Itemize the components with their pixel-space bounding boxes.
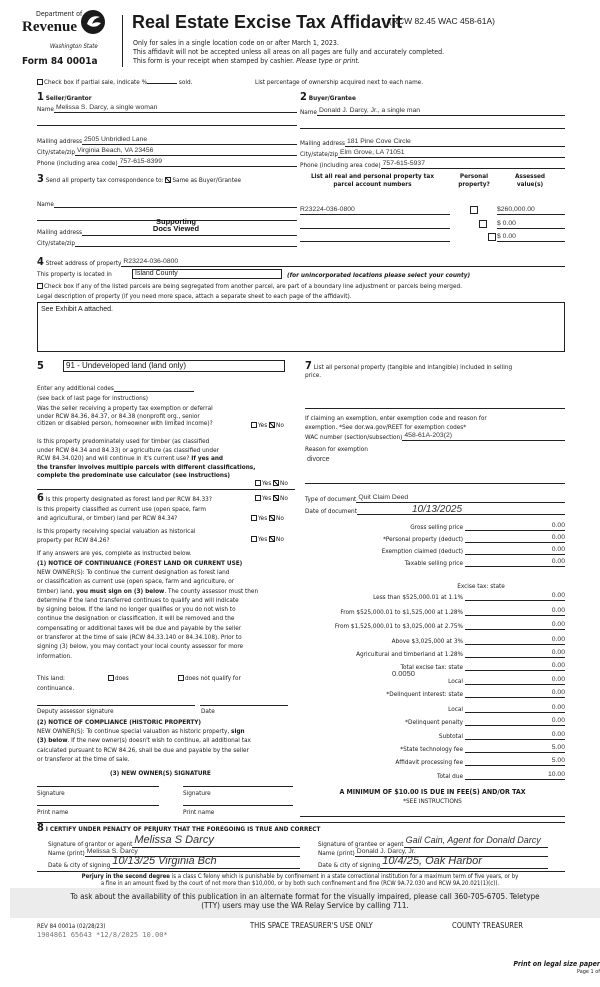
buyer-name-field[interactable]: Donald J. Darcy, Jr., a single man xyxy=(317,107,565,116)
continuance-label: continuance. xyxy=(37,684,75,692)
section-number: 6 xyxy=(37,491,44,504)
buyer-phone-field[interactable]: 757-615-5937 xyxy=(381,160,565,169)
grantor-signature[interactable]: Melissa S Darcy xyxy=(132,836,300,848)
money-row-label: Agricultural and timberland at 1.28% xyxy=(356,650,463,658)
county-select[interactable]: Island County xyxy=(132,269,282,279)
money-row-value[interactable]: 10.00 xyxy=(487,771,565,780)
partial-sale-row xyxy=(37,78,192,86)
money-row-value[interactable]: 0.00 xyxy=(487,592,565,601)
money-row-label: Gross selling price xyxy=(410,523,463,531)
assessed-header: Assessed value(s) xyxy=(514,172,546,188)
yes-label: Yes xyxy=(258,514,268,522)
deputy-signature-line[interactable] xyxy=(37,705,195,706)
label: Name (print) xyxy=(48,849,85,857)
label: Signature of grantee or agent xyxy=(318,840,404,848)
notice-1-title: (1) NOTICE OF CONTINUANCE (FOREST LAND OR CURRENT USE) xyxy=(37,559,243,567)
money-row-value[interactable]: 0.00 xyxy=(487,676,565,685)
money-row-label: Local xyxy=(448,677,463,685)
money-row-label: Less than $525,000.01 at 1.1% xyxy=(373,593,463,601)
legal-paper-note: Print on legal size paper xyxy=(513,960,600,968)
historic-yes-checkbox[interactable] xyxy=(251,536,257,542)
q-line: exemption. *See dor.wa.gov/REET for exemption codes* xyxy=(305,422,467,431)
same-as-buyer-label: Same as Buyer/Grantee xyxy=(172,176,242,184)
money-row-label: Subtotal xyxy=(438,732,463,740)
money-row xyxy=(300,606,565,616)
label: City/state/zip xyxy=(37,239,75,247)
leader-line xyxy=(465,707,487,713)
notice-line: by signing below. If the land no longer qualifies or you do not wish to xyxy=(37,605,236,614)
no-label: No xyxy=(276,535,284,543)
buyer-name-line-2[interactable] xyxy=(300,128,565,129)
header-line-1: Only for sales in a single location code on or after March 1, 2023. xyxy=(133,39,339,47)
signature-line[interactable] xyxy=(183,786,293,787)
segregate-label: Check box if any of the listed parcels are being segregated from another parcel, are part of a boundary line adjustment or parcels being merged. xyxy=(44,282,462,290)
wac-field[interactable]: 458-61A-203(2) xyxy=(402,432,565,441)
see-instructions: *SEE INSTRUCTIONS xyxy=(403,797,462,805)
current-use-yes-checkbox[interactable] xyxy=(251,515,257,521)
money-row-label: *State technology fee xyxy=(400,745,463,753)
leader-line xyxy=(465,639,487,645)
reason-field[interactable]: divorce xyxy=(307,456,330,463)
does-label: does xyxy=(115,674,129,682)
current-use-no-checkbox[interactable] xyxy=(269,515,275,521)
money-row-label: Total due xyxy=(437,772,463,780)
money-row xyxy=(300,716,565,726)
partial-suffix: sold. xyxy=(178,78,193,86)
money-row-value[interactable]: 0.00 xyxy=(487,534,565,543)
leader-line xyxy=(465,760,487,766)
codes-note: (see back of last page for instructions) xyxy=(37,394,149,402)
label: Phone (including area code) xyxy=(37,159,118,167)
reason-line xyxy=(305,483,565,484)
revision-label: REV 84 0001a (02/28/23) xyxy=(37,923,106,930)
notice-2-text xyxy=(37,727,251,764)
signature-label: Signature xyxy=(183,789,211,797)
label: Signature of grantor or agent xyxy=(48,840,133,848)
seller-name-field[interactable]: Melissa S. Darcy, a single woman xyxy=(54,104,297,113)
forest-yes-checkbox[interactable] xyxy=(255,495,261,501)
q-line: under RCW 84.34 and 84.33) or agriculture (as classified under xyxy=(37,445,219,454)
q-line: property per RCW 84.26? xyxy=(37,535,110,544)
leader-line xyxy=(465,692,487,698)
leader-line xyxy=(465,665,487,671)
partial-sale-label: Check box if partial sale, indicate % xyxy=(44,78,148,86)
notice-line: (3) below. If the new owner(s) doesn't wish to continue, all additional tax xyxy=(37,736,251,745)
sec3-label: Send all property tax correspondence to: xyxy=(45,176,164,184)
legal-description-field[interactable]: See Exhibit A attached. xyxy=(37,302,565,352)
leader-line xyxy=(465,561,487,567)
grantee-name-field[interactable]: Donald J. Darcy, Jr. xyxy=(355,848,548,857)
money-row xyxy=(300,591,565,601)
q-line: Is this property receiving special valuation as historical xyxy=(37,527,196,535)
label: Phone (including area code) xyxy=(300,161,381,169)
money-row-value[interactable]: 0.00 xyxy=(487,662,565,671)
notice-line: or transferor at the time of sale (RCW 84.33.140 or 84.34.108). Prior to xyxy=(37,633,242,642)
timber-no-checkbox[interactable] xyxy=(273,480,279,486)
leader-line xyxy=(465,679,487,685)
street-address-field[interactable]: R23224-036-0800 xyxy=(121,258,565,267)
notice-3-title: (3) NEW OWNER(S) SIGNATURE xyxy=(110,769,211,777)
buyer-city-field[interactable]: Elm Grove, LA 71051 xyxy=(338,149,565,158)
state-label: Washington State xyxy=(50,43,98,50)
notice-line: or transferor at the time of sale. xyxy=(37,754,130,763)
money-row-value[interactable]: 0.00 xyxy=(487,636,565,645)
money-row-label: Total excise tax: state xyxy=(400,663,463,671)
does-not-checkbox[interactable] xyxy=(178,675,184,681)
notice-line: NEW OWNER(S): To continue special valuation as historic property, sign xyxy=(37,727,245,735)
money-row-label: Exemption claimed (deduct) xyxy=(381,547,463,555)
label: City/state/zip xyxy=(37,148,75,156)
money-row-label: From $1,525,000.01 to $3,025,000 at 2.75% xyxy=(334,622,463,630)
perjury-text: is a class C felony which is punishable by confinement in a state correctional institution for a maximum term of five years, or by xyxy=(169,873,519,880)
q-line: price. xyxy=(305,370,322,379)
leader-line xyxy=(465,610,487,616)
alt-format-line-1: To ask about the availability of this publication in an alternate format for the visually impaired, please call 360-705-6705. Teletype xyxy=(70,892,540,901)
notice-line: determine if the land transferred continues to qualify and will indicate xyxy=(37,595,239,604)
label: Date & city of signing xyxy=(48,861,111,869)
revenue-logo-icon xyxy=(80,8,106,36)
treasurer-only-label: THIS SPACE TREASURER'S USE ONLY xyxy=(250,921,373,930)
q-line: Is this property predominately used for timber (as classified xyxy=(37,437,210,445)
this-land-label: This land: xyxy=(37,674,65,682)
money-row-label: Local xyxy=(448,705,463,713)
q-line: complete the predominate use calculator (see instructions) xyxy=(37,471,231,479)
notice-line: timber) land, you must sign on (3) below. The county assessor must then xyxy=(37,586,259,595)
q-line: RCW 84.34.020) and will continue in it's current use? xyxy=(37,454,190,462)
partial-sale-checkbox[interactable] xyxy=(37,79,43,85)
money-row-value[interactable]: 5.00 xyxy=(487,744,565,753)
divider xyxy=(37,871,565,872)
legal-label: Legal description of property (if you need more space, attach a separate sheet to each page of the affidavit). xyxy=(37,292,352,300)
money-row xyxy=(300,521,565,531)
label: This property is located in xyxy=(37,270,112,278)
reason-label: Reason for exemption xyxy=(305,445,368,453)
no-label: No xyxy=(280,479,288,487)
money-row-value[interactable]: 0.00 xyxy=(487,717,565,726)
seller-name-line-2[interactable] xyxy=(37,125,297,126)
notice-1-text xyxy=(37,568,258,661)
notice-line: information. xyxy=(37,651,72,660)
section-number: 5 xyxy=(37,359,44,372)
deputy-label: Deputy assessor signature xyxy=(37,707,114,715)
label: Street address of property xyxy=(45,259,122,267)
same-as-buyer-checkbox[interactable] xyxy=(165,177,171,183)
notice-line: signing (3) below, you may contact your local county assessor for more xyxy=(37,642,244,651)
q-line: Was the seller receiving a property tax exemption or deferral xyxy=(37,404,213,412)
q-line: and agricultural, or timber) land per RCW 84.34? xyxy=(37,513,178,522)
leader-line xyxy=(465,734,487,740)
label: Type of document xyxy=(305,495,357,503)
section-number: 7 xyxy=(305,359,312,372)
section-number: 1 xyxy=(37,90,44,103)
q-line: Is this property classified as current use (open space, farm xyxy=(37,505,206,513)
grantor-name-field[interactable]: Melissa S. Darcy xyxy=(85,848,300,857)
money-row xyxy=(300,730,565,740)
label: Date & city of signing xyxy=(318,861,381,869)
yes-label: Yes xyxy=(258,535,268,543)
money-row xyxy=(300,661,565,671)
partial-percent-field[interactable] xyxy=(147,83,177,84)
money-row-label: Above $3,025,000 at 3% xyxy=(391,637,463,645)
parcel-number-field[interactable]: R23224-036-0800 xyxy=(300,206,450,215)
money-row-value[interactable]: 5.00 xyxy=(487,757,565,766)
money-row-value[interactable]: 0.00 xyxy=(487,649,565,658)
grantor-date-city-field[interactable]: 10/13/25 Virginia Bch xyxy=(110,857,300,869)
deputy-date-line[interactable] xyxy=(200,705,288,706)
personal-header: Personal property? xyxy=(458,172,490,188)
header-line-3-italic: Please type or print. xyxy=(296,57,360,65)
doc-date-field[interactable]: 10/13/2025 xyxy=(357,506,565,515)
section-number: 4 xyxy=(37,255,44,268)
money-row xyxy=(300,688,565,698)
perjury-bold: Perjury in the second degree xyxy=(81,873,170,880)
money-row-label: *Personal property (deduct) xyxy=(383,535,463,543)
grantee-date-city-field[interactable]: 10/4/25, Oak Harbor xyxy=(380,857,548,869)
leader-line xyxy=(465,537,487,543)
q-line: under RCW 84.36, 84.37, or 84.38 (nonprofit org., senior xyxy=(37,411,200,420)
corr-name-field[interactable] xyxy=(54,199,297,208)
yes-label: Yes xyxy=(262,494,272,502)
parcel-header: List all real and personal property tax parcel account numbers xyxy=(310,172,435,188)
divider xyxy=(37,489,295,490)
leader-line xyxy=(465,624,487,630)
money-row xyxy=(300,675,565,685)
money-row-value[interactable]: 0.00 xyxy=(487,689,565,698)
receipt-stamp: 1904861 65643 *12/8/2025 10.00* xyxy=(37,931,168,939)
buyer-title: Buyer/Grantee xyxy=(308,94,356,102)
label: Mailing address xyxy=(37,137,82,145)
q-line: If claiming an exemption, enter exemption code and reason for xyxy=(305,414,487,422)
q-line: the transfer involves multiple parcels with different classifications, xyxy=(37,462,256,471)
parcel-number-field[interactable] xyxy=(300,220,450,229)
label: WAC number (section/subsection) xyxy=(305,433,403,441)
label: Mailing address xyxy=(300,139,345,147)
section-number: 8 xyxy=(37,821,44,834)
leader-line xyxy=(465,720,487,726)
historic-no-checkbox[interactable] xyxy=(269,536,275,542)
local-rate: 0.0050 xyxy=(392,669,415,678)
notice-line: calculated pursuant to RCW 84.26, shall be due and payable by the seller xyxy=(37,745,249,754)
county-note: (for unincorporated locations please select your county) xyxy=(287,271,471,279)
section-number: 3 xyxy=(37,172,44,185)
timber-yes-checkbox[interactable] xyxy=(255,480,261,486)
land-use-code-select[interactable]: 91 - Undeveloped land (land only) xyxy=(63,360,285,372)
leader-line xyxy=(465,747,487,753)
label: Mailing address xyxy=(37,228,82,236)
leader-line xyxy=(465,774,487,780)
perjury-text-2: a fine in an amount fixed by the court of not more than $10,000, or by both such confinement and fine (RCW 9A.72.030 and RCW 9A.20.021(1)(c)). xyxy=(100,880,500,887)
parcel-number-field[interactable] xyxy=(300,233,450,242)
yes-label: Yes xyxy=(258,421,268,429)
corr-city-field[interactable] xyxy=(75,238,297,247)
does-checkbox[interactable] xyxy=(108,675,114,681)
no-label: No xyxy=(276,421,284,429)
money-row-value[interactable]: 0.00 xyxy=(487,522,565,531)
county-treasurer-label: COUNTY TREASURER xyxy=(452,921,523,930)
section-number: 2 xyxy=(300,90,307,103)
label: Name (print) xyxy=(318,849,355,857)
rcw-reference: (RCW 82.45 WAC 458-61A) xyxy=(389,16,495,26)
buyer-mailing-field[interactable]: 181 Pine Cove Circle xyxy=(345,138,565,147)
money-row xyxy=(300,703,565,713)
seller-mailing-field[interactable]: 2505 Unbridled Lane xyxy=(82,136,297,145)
label: Enter any additional codes xyxy=(37,384,114,392)
segregate-checkbox[interactable] xyxy=(37,283,43,289)
q-line: List all personal property (tangible and intangible) included in selling xyxy=(313,363,513,371)
divider xyxy=(37,822,565,823)
money-row xyxy=(300,545,565,555)
leader-line xyxy=(465,549,487,555)
money-row xyxy=(300,557,565,567)
q-line: If yes and xyxy=(191,454,224,462)
print-name-label: Print name xyxy=(37,808,69,816)
label: Date of document xyxy=(305,507,357,515)
forest-question: Is this property designated as forest land per RCW 84.33? xyxy=(45,495,212,503)
personal-property-checkbox[interactable] xyxy=(470,206,478,214)
date-label: Date xyxy=(201,707,215,715)
money-row xyxy=(300,533,565,543)
leader-line xyxy=(465,525,487,531)
certify-label: I CERTIFY UNDER PENALTY OF PERJURY THAT THE FOREGOING IS TRUE AND CORRECT xyxy=(45,825,321,833)
personal-property-checkbox[interactable] xyxy=(479,220,487,228)
personal-property-line[interactable] xyxy=(305,408,565,409)
assessed-value-field[interactable]: $ 0.00 xyxy=(497,233,565,242)
alt-format-line-2: (TTY) users may use the WA Relay Service by calling 711. xyxy=(201,901,409,910)
notice-line: or classification as current use (open space, farm and agriculture, or xyxy=(37,577,235,586)
header-divider xyxy=(122,15,123,67)
money-row-value[interactable]: 0.00 xyxy=(487,731,565,740)
leader-line xyxy=(465,595,487,601)
seller-title: Seller/Grantor xyxy=(45,94,92,102)
money-row xyxy=(300,756,565,766)
revenue-logo-text: Revenue xyxy=(22,19,77,35)
minimum-notice: A MINIMUM OF $10.00 IS DUE IN FEE(S) AND/OR TAX xyxy=(339,788,526,796)
signature-line[interactable] xyxy=(37,786,159,787)
form-number: Form 84 0001a xyxy=(22,56,98,67)
if-yes-note: If any answers are yes, complete as instructed below. xyxy=(37,549,192,557)
page-title: Real Estate Excise Tax Affidavit xyxy=(132,12,403,32)
print-name-line[interactable] xyxy=(37,805,159,806)
label: City/state/zip xyxy=(300,150,338,158)
supporting-docs-stamp: Supporting Docs Viewed xyxy=(152,217,200,233)
notice-line: continue the designation or classification, it will be removed and the xyxy=(37,614,235,623)
money-row-value[interactable]: 0.00 xyxy=(487,558,565,567)
notice-line: NEW OWNER(S): To continue the current designation as forest land xyxy=(37,568,230,576)
money-row-label: Taxable selling price xyxy=(404,559,463,567)
grantee-signature[interactable]: Gail Cain, Agent for Donald Darcy xyxy=(404,836,548,848)
ownership-note: List percentage of ownership acquired next to each name. xyxy=(255,78,424,86)
money-row-value[interactable]: 0.00 xyxy=(487,607,565,616)
money-row-label: From $525,000.01 to $1,525,000 at 1.28% xyxy=(340,608,463,616)
q-line: citizen or disabled person, homeowner with limited income)? xyxy=(37,419,213,427)
leader-line xyxy=(465,652,487,658)
money-row xyxy=(300,770,565,780)
page-number: Page 1 of xyxy=(576,969,600,975)
no-label: No xyxy=(280,494,288,502)
doc-type-field[interactable]: Quit Claim Deed xyxy=(356,494,565,503)
exemption-yes-checkbox[interactable] xyxy=(251,422,257,428)
money-row xyxy=(300,620,565,630)
seller-phone-field[interactable]: 757-615-8399 xyxy=(118,158,297,167)
money-row-value[interactable]: 0.00 xyxy=(487,546,565,555)
print-name-line[interactable] xyxy=(183,805,293,806)
money-row xyxy=(300,648,565,658)
assessed-value-field[interactable]: $260,000.00 xyxy=(497,206,565,215)
header-line-2: This affidavit will not be accepted unless all areas on all pages are fully and accurately completed. xyxy=(133,48,445,56)
money-row-value[interactable]: 0.00 xyxy=(487,621,565,630)
yes-label: Yes xyxy=(262,479,272,487)
excise-label: Excise tax: state xyxy=(457,582,505,590)
assessed-value-field[interactable]: $ 0.00 xyxy=(497,220,565,229)
no-label: No xyxy=(276,514,284,522)
dept-label: Department of xyxy=(36,10,83,18)
label: Name xyxy=(37,105,54,113)
does-not-label: does not qualify for xyxy=(185,674,241,682)
notice-line: compensating or additional taxes will be due and payable by the seller xyxy=(37,623,242,632)
signature-label: Signature xyxy=(37,789,65,797)
money-row-value[interactable]: 0.00 xyxy=(487,704,565,713)
print-name-label: Print name xyxy=(183,808,215,816)
label: Name xyxy=(37,200,54,208)
forest-no-checkbox[interactable] xyxy=(273,495,279,501)
money-row xyxy=(300,635,565,645)
money-row-label: *Delinquent interest: state xyxy=(386,690,463,698)
accessibility-band xyxy=(10,888,600,918)
seller-city-field[interactable]: Virginia Beach, VA 23456 xyxy=(75,147,297,156)
personal-property-checkbox[interactable] xyxy=(488,233,496,241)
header-line-3: This form is your receipt when stamped by cashier. xyxy=(133,57,295,65)
divider xyxy=(300,816,565,817)
additional-codes-field[interactable] xyxy=(114,383,194,392)
exemption-no-checkbox[interactable] xyxy=(269,422,275,428)
label: Name xyxy=(300,108,317,116)
money-row xyxy=(300,743,565,753)
money-row-label: *Delinquent penalty xyxy=(405,718,463,726)
money-row-label: Affidavit processing fee xyxy=(395,758,463,766)
notice-2-title: (2) NOTICE OF COMPLIANCE (HISTORIC PROPERTY) xyxy=(37,718,202,726)
